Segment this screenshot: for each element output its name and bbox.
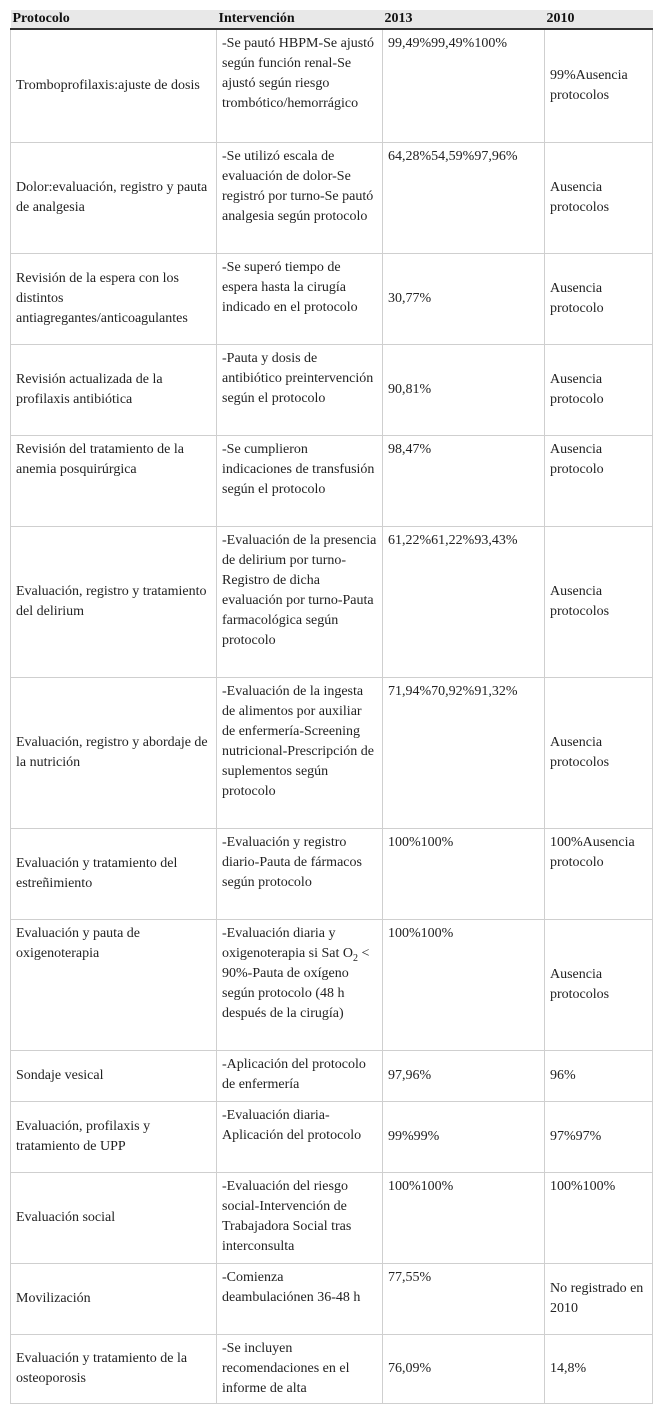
cell-protocolo: Revisión de la espera con los distintos antiagregantes/anticoagulantes [11,253,217,344]
table-row [11,919,653,1050]
protocol-table [10,10,653,1404]
cell-intervencion: -Se cumplieron indicaciones de transfusión según el protocolo [217,435,383,526]
cell-2010: Ausencia protocolos [545,919,653,1050]
cell-2013: 100%100% [383,828,545,919]
cell-protocolo: Evaluación, registro y tratamiento del delirium [11,526,217,677]
cell-2010: No registrado en 2010 [545,1263,653,1334]
cell-protocolo: Revisión actualizada de la profilaxis antibiótica [11,344,217,435]
cell-2010: Ausencia protocolos [545,142,653,253]
cell-intervencion: -Se utilizó escala de evaluación de dolor-Se registró por turno-Se pautó analgesia según protocolo [217,142,383,253]
cell-2013: 76,09% [383,1334,545,1403]
cell-intervencion: -Evaluación y registro diario-Pauta de fármacos según protocolo [217,828,383,919]
cell-protocolo: Evaluación social [11,1172,217,1263]
table-row [11,1050,653,1101]
table-row [11,142,653,253]
cell-2010: Ausencia protocolo [545,435,653,526]
table-row [11,1334,653,1403]
cell-2013: 99%99% [383,1101,545,1172]
table-header [11,10,653,29]
header-intervencion: Intervención [217,10,383,29]
cell-2010: Ausencia protocolo [545,253,653,344]
table-row [11,1263,653,1334]
cell-intervencion: -Se pautó HBPM-Se ajustó según función renal-Se ajustó según riesgo trombótico/hemorrágico [217,29,383,142]
cell-2013: 77,55% [383,1263,545,1334]
cell-protocolo: Evaluación y tratamiento de la osteoporosis [11,1334,217,1403]
header-row [11,10,653,29]
cell-2010: 14,8% [545,1334,653,1403]
cell-2013: 64,28%54,59%97,96% [383,142,545,253]
table-row [11,526,653,677]
cell-2010: 97%97% [545,1101,653,1172]
table-row [11,1172,653,1263]
cell-protocolo: Evaluación y pauta de oxigenoterapia [11,919,217,1050]
subscript-2: 2 [353,952,359,964]
cell-intervencion: -Aplicación del protocolo de enfermería [217,1050,383,1101]
cell-intervencion: -Evaluación de la presencia de delirium por turno-Registro de dicha evaluación por turno-Pauta farmacológica según protocolo [217,526,383,677]
cell-2013: 71,94%70,92%91,32% [383,677,545,828]
cell-protocolo: Sondaje vesical [11,1050,217,1101]
table-row [11,29,653,142]
table-row [11,435,653,526]
cell-intervencion [217,919,383,1050]
table-body [11,29,653,1403]
header-2013: 2013 [383,10,545,29]
cell-2013: 100%100% [383,1172,545,1263]
cell-intervencion: -Pauta y dosis de antibiótico preintervención según el protocolo [217,344,383,435]
table-row [11,828,653,919]
cell-protocolo: Revisión del tratamiento de la anemia posquirúrgica [11,435,217,526]
cell-2010: 96% [545,1050,653,1101]
cell-protocolo: Dolor:evaluación, registro y pauta de analgesia [11,142,217,253]
cell-2010: 100%Ausencia protocolo [545,828,653,919]
cell-protocolo: Evaluación, registro y abordaje de la nutrición [11,677,217,828]
cell-2013: 98,47% [383,435,545,526]
table-row [11,253,653,344]
table-row [11,1101,653,1172]
cell-intervencion: -Comienza deambulaciónen 36-48 h [217,1263,383,1334]
cell-protocolo: Tromboprofilaxis:ajuste de dosis [11,29,217,142]
cell-2013: 97,96% [383,1050,545,1101]
table-row [11,344,653,435]
intervencion-part-a: -Evaluación diaria y oxigenoterapia si Sat O [222,925,354,961]
cell-2013: 100%100% [383,919,545,1050]
cell-intervencion: -Evaluación de la ingesta de alimentos por auxiliar de enfermería-Screening nutricional-Prescripción de suplementos según protocolo [217,677,383,828]
cell-2013: 99,49%99,49%100% [383,29,545,142]
header-protocolo: Protocolo [11,10,217,29]
cell-intervencion: -Se incluyen recomendaciones en el informe de alta [217,1334,383,1403]
cell-2010: Ausencia protocolos [545,526,653,677]
cell-protocolo: Movilización [11,1263,217,1334]
cell-2010: 100%100% [545,1172,653,1263]
cell-2013: 61,22%61,22%93,43% [383,526,545,677]
cell-2010: Ausencia protocolo [545,344,653,435]
cell-2010: 99%Ausencia protocolos [545,29,653,142]
cell-intervencion: -Evaluación del riesgo social-Intervención de Trabajadora Social tras interconsulta [217,1172,383,1263]
cell-2013: 90,81% [383,344,545,435]
header-2010: 2010 [545,10,653,29]
cell-intervencion: -Evaluación diaria-Aplicación del protocolo [217,1101,383,1172]
cell-protocolo: Evaluación, profilaxis y tratamiento de UPP [11,1101,217,1172]
cell-intervencion: -Se superó tiempo de espera hasta la cirugía indicado en el protocolo [217,253,383,344]
cell-2010: Ausencia protocolos [545,677,653,828]
cell-2013: 30,77% [383,253,545,344]
intervencion-part-b: < 90%-Pauta de oxígeno según protocolo (48 h después de la cirugía) [222,945,370,1021]
cell-protocolo: Evaluación y tratamiento del estreñimiento [11,828,217,919]
table-row [11,677,653,828]
